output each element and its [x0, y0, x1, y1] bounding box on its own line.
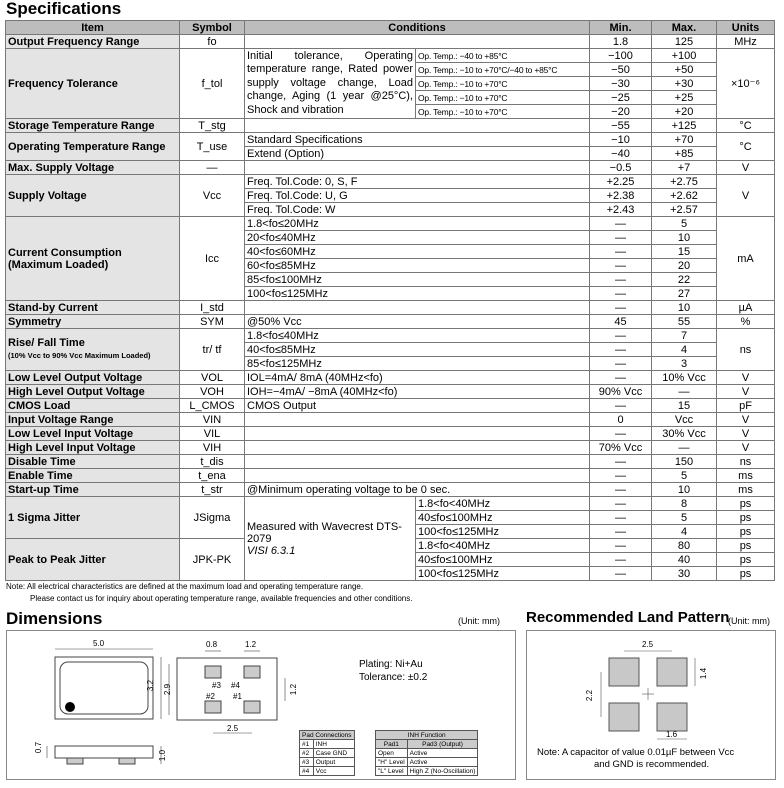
table-row	[6, 399, 775, 413]
row-cond	[245, 301, 590, 315]
row-min: 90% Vcc	[590, 385, 652, 399]
row-item: Enable Time	[6, 469, 180, 483]
row-min: 0	[590, 413, 652, 427]
row-subcond: 100<fo≤125MHz	[416, 525, 590, 539]
row-min: —	[590, 343, 652, 357]
row-units: V	[717, 427, 775, 441]
table-row	[6, 371, 775, 385]
row-cond: @50% Vcc	[245, 315, 590, 329]
row-subcond: 40≤fo≤100MHz	[416, 553, 590, 567]
row-max: +7	[652, 161, 717, 175]
row-max: 125	[652, 35, 717, 49]
pad-number: #3	[300, 758, 314, 767]
row-max: 30	[652, 567, 717, 581]
row-min: —	[590, 273, 652, 287]
pad-label-2: #2	[206, 692, 215, 701]
row-max: 55	[652, 315, 717, 329]
row-symbol: JPK-PK	[180, 539, 245, 581]
row-min: —	[590, 259, 652, 273]
row-symbol: f_tol	[180, 49, 245, 119]
row-min: —	[590, 497, 652, 511]
dim-label-2-5: 2.5	[227, 724, 239, 733]
pad-number: #4	[300, 767, 314, 776]
inh-function-table	[375, 730, 478, 776]
pad-4	[244, 666, 260, 678]
row-subcond: 100<fo≤125MHz	[416, 567, 590, 581]
row-symbol: L_CMOS	[180, 399, 245, 413]
row-cond: 85<fo≤100MHz	[245, 273, 590, 287]
pad-function: Case GND	[313, 749, 354, 758]
row-units: °C	[717, 119, 775, 133]
land-note-line-2: and GND is recommended.	[594, 759, 710, 770]
header-item: Item	[6, 21, 180, 35]
row-cond: Freq. Tol.Code: U, G	[245, 189, 590, 203]
row-max: 3	[652, 357, 717, 371]
row-symbol: VIN	[180, 413, 245, 427]
pin1-marker-dot	[65, 702, 75, 712]
row-max: 40	[652, 553, 717, 567]
dim-label-0-7: 0.7	[34, 741, 44, 754]
pad-connections-header: Pad Connections	[300, 731, 355, 740]
row-max: +25	[652, 91, 717, 105]
row-max: Vcc	[652, 413, 717, 427]
land-pad-bottom-left	[609, 703, 639, 731]
inh-col-pad3: Pad3 (Output)	[407, 740, 478, 749]
table-row	[6, 385, 775, 399]
row-min: —	[590, 511, 652, 525]
row-units: ms	[717, 469, 775, 483]
row-units: pF	[717, 399, 775, 413]
row-units: ps	[717, 525, 775, 539]
row-item-sub: (10% Vcc to 90% Vcc Maximum Loaded)	[8, 351, 151, 360]
row-units: V	[717, 441, 775, 455]
row-min: −100	[590, 49, 652, 63]
row-subcond: 40≤fo≤100MHz	[416, 511, 590, 525]
land-dim-label-1-4: 1.4	[699, 667, 709, 680]
table-row	[300, 767, 355, 776]
land-note-line-1: Note: A capacitor of value 0.01µF between Vcc	[537, 747, 735, 758]
row-symbol: Vcc	[180, 175, 245, 217]
row-max: +30	[652, 77, 717, 91]
row-min: —	[590, 245, 652, 259]
row-min: —	[590, 539, 652, 553]
dim-label-1-2b: 1.2	[289, 683, 299, 696]
table-row	[6, 315, 775, 329]
row-cond: CMOS Output	[245, 399, 590, 413]
row-cond	[245, 441, 590, 455]
row-item: Symmetry	[6, 315, 180, 329]
row-max: +125	[652, 119, 717, 133]
pad-2	[205, 701, 221, 713]
row-max: 5	[652, 511, 717, 525]
row-max: 5	[652, 469, 717, 483]
pad-label-1: #1	[233, 692, 242, 701]
row-cond	[245, 455, 590, 469]
row-item: CMOS Load	[6, 399, 180, 413]
row-min: 45	[590, 315, 652, 329]
dim-label-1-0: 1.0	[158, 749, 168, 762]
pad-function: INH	[313, 740, 354, 749]
pad-number: #2	[300, 749, 314, 758]
row-max: 10	[652, 231, 717, 245]
row-min: −30	[590, 77, 652, 91]
row-item-main: Rise/ Fall Time	[8, 337, 85, 349]
land-dim-label-2-5: 2.5	[642, 640, 654, 649]
land-pad-bottom-right	[657, 703, 687, 731]
row-min: −10	[590, 133, 652, 147]
row-cond	[245, 119, 590, 133]
row-units: MHz	[717, 35, 775, 49]
row-min: —	[590, 371, 652, 385]
dim-label-5-0: 5.0	[93, 639, 105, 648]
row-subcond: 1.8<fo<40MHz	[416, 497, 590, 511]
dim-label-1-2a: 1.2	[245, 640, 257, 649]
row-max: +85	[652, 147, 717, 161]
row-min: —	[590, 231, 652, 245]
row-item: Max. Supply Voltage	[6, 161, 180, 175]
dim-label-3-2: 3.2	[146, 679, 156, 692]
row-min: —	[590, 217, 652, 231]
header-max: Max.	[652, 21, 717, 35]
row-max: 10	[652, 301, 717, 315]
pad-3	[205, 666, 221, 678]
row-units: ns	[717, 455, 775, 469]
row-units: ps	[717, 511, 775, 525]
dim-label-0-8: 0.8	[206, 640, 218, 649]
row-min: −55	[590, 119, 652, 133]
row-units: mA	[717, 217, 775, 301]
table-row	[6, 301, 775, 315]
pad-connections-table	[299, 730, 355, 776]
land-pattern-title: Recommended Land Pattern	[526, 609, 730, 626]
row-symbol: JSigma	[180, 497, 245, 539]
table-row	[300, 758, 355, 767]
side-pad-left	[67, 758, 83, 764]
row-max: +20	[652, 105, 717, 119]
table-row	[6, 497, 775, 511]
row-min: +2.38	[590, 189, 652, 203]
row-units: ×10⁻⁶	[717, 49, 775, 119]
row-units: ps	[717, 539, 775, 553]
row-units: ms	[717, 483, 775, 497]
row-min: —	[590, 553, 652, 567]
land-pad-top-right	[657, 658, 687, 686]
land-pattern-box	[526, 630, 776, 780]
row-cond: Standard Specifications	[245, 133, 590, 147]
inh-function-header: INH Function	[376, 731, 478, 740]
row-item	[6, 329, 180, 371]
row-max: —	[652, 385, 717, 399]
row-units: V	[717, 161, 775, 175]
jitter-cond-b: VISI 6.3.1	[247, 544, 296, 557]
row-cond	[245, 35, 590, 49]
inh-cell: Active	[407, 758, 478, 767]
row-min: +2.25	[590, 175, 652, 189]
table-row	[6, 119, 775, 133]
inh-cell: "L" Level	[376, 767, 408, 776]
row-max: 22	[652, 273, 717, 287]
row-max: 27	[652, 287, 717, 301]
inh-cell: High Z (No-Oscillation)	[407, 767, 478, 776]
row-min: —	[590, 525, 652, 539]
row-units: ps	[717, 567, 775, 581]
row-item: Supply Voltage	[6, 175, 180, 217]
row-subcond: Op. Temp.: −10 to +70°C	[416, 91, 590, 105]
inh-cell: Open	[376, 749, 408, 758]
land-dim-label-2-2: 2.2	[585, 689, 595, 702]
specifications-table	[5, 20, 775, 581]
pad-function: Output	[313, 758, 354, 767]
row-min: —	[590, 427, 652, 441]
row-max: 30% Vcc	[652, 427, 717, 441]
row-cond: 1.8<fo≤40MHz	[245, 329, 590, 343]
row-units: ps	[717, 553, 775, 567]
row-item: Stand-by Current	[6, 301, 180, 315]
pad-label-4: #4	[231, 681, 240, 690]
row-symbol: t_str	[180, 483, 245, 497]
row-min: +2.43	[590, 203, 652, 217]
row-subcond: Op. Temp.: −10 to +70°C	[416, 77, 590, 91]
row-min: −0.5	[590, 161, 652, 175]
row-units: %	[717, 315, 775, 329]
row-min: —	[590, 399, 652, 413]
dim-label-2-9: 2.9	[163, 683, 173, 696]
row-subcond: Op. Temp.: −10 to +70°C	[416, 105, 590, 119]
row-max: 20	[652, 259, 717, 273]
row-min: −25	[590, 91, 652, 105]
row-cond: Freq. Tol.Code: W	[245, 203, 590, 217]
land-dim-label-1-6: 1.6	[666, 730, 678, 739]
row-max: 4	[652, 343, 717, 357]
row-item: Current Consumption (Maximum Loaded)	[6, 217, 180, 301]
table-row	[300, 740, 355, 749]
row-max: 10% Vcc	[652, 371, 717, 385]
row-min: —	[590, 329, 652, 343]
header-units: Units	[717, 21, 775, 35]
row-max: 4	[652, 525, 717, 539]
row-max: +2.62	[652, 189, 717, 203]
row-item: High Level Output Voltage	[6, 385, 180, 399]
row-cond: 85<fo≤125MHz	[245, 357, 590, 371]
row-symbol: T_use	[180, 133, 245, 161]
side-pad-right	[119, 758, 135, 764]
pad-function: Vcc	[313, 767, 354, 776]
table-row	[6, 483, 775, 497]
spec-title: Specifications	[6, 0, 122, 18]
land-pattern-unit: (Unit: mm)	[728, 616, 770, 626]
row-max: 5	[652, 217, 717, 231]
row-symbol: fo	[180, 35, 245, 49]
row-max: 80	[652, 539, 717, 553]
row-max: +2.57	[652, 203, 717, 217]
row-symbol: VOL	[180, 371, 245, 385]
row-item: Frequency Tolerance	[6, 49, 180, 119]
inh-cell: "H" Level	[376, 758, 408, 767]
row-max: 10	[652, 483, 717, 497]
table-row	[6, 413, 775, 427]
row-cond: 1.8<fo≤20MHz	[245, 217, 590, 231]
row-cond	[245, 497, 416, 581]
row-cond: 60<fo≤85MHz	[245, 259, 590, 273]
row-symbol: t_ena	[180, 469, 245, 483]
row-units: ns	[717, 329, 775, 371]
row-symbol: Icc	[180, 217, 245, 301]
row-item: Input Voltage Range	[6, 413, 180, 427]
pad-number: #1	[300, 740, 314, 749]
row-subcond: Op. Temp.: −10 to +70°C/−40 to +85°C	[416, 63, 590, 77]
row-min: 70% Vcc	[590, 441, 652, 455]
row-cond: 40<fo≤85MHz	[245, 343, 590, 357]
row-cond: @Minimum operating voltage to be 0 sec.	[245, 483, 590, 497]
package-bottom-body	[177, 658, 277, 720]
row-symbol: I_std	[180, 301, 245, 315]
row-max: 7	[652, 329, 717, 343]
plating-text: Plating: Ni+Au	[359, 659, 423, 670]
row-min: —	[590, 483, 652, 497]
row-units: V	[717, 175, 775, 217]
table-row	[6, 35, 775, 49]
package-side-body	[55, 746, 153, 758]
table-row	[376, 767, 478, 776]
row-cond: Freq. Tol.Code: 0, S, F	[245, 175, 590, 189]
row-units: V	[717, 413, 775, 427]
row-min: —	[590, 469, 652, 483]
table-row	[376, 758, 478, 767]
row-max: 15	[652, 399, 717, 413]
row-item: Low Level Input Voltage	[6, 427, 180, 441]
table-row	[6, 49, 775, 63]
row-max: +2.75	[652, 175, 717, 189]
row-max: +70	[652, 133, 717, 147]
row-units: ps	[717, 497, 775, 511]
row-units: V	[717, 371, 775, 385]
row-symbol: tr/ tf	[180, 329, 245, 371]
table-row	[6, 133, 775, 147]
row-units: °C	[717, 133, 775, 161]
row-max: +100	[652, 49, 717, 63]
note-line-1: Note: All electrical characteristics are defined at the maximum load and operating temperature range.	[6, 582, 364, 591]
row-cond: 40<fo≤60MHz	[245, 245, 590, 259]
row-min: —	[590, 455, 652, 469]
row-min: —	[590, 301, 652, 315]
row-min: −50	[590, 63, 652, 77]
row-min: −20	[590, 105, 652, 119]
row-item: 1 Sigma Jitter	[6, 497, 180, 539]
row-item: High Level Input Voltage	[6, 441, 180, 455]
row-item: Storage Temperature Range	[6, 119, 180, 133]
table-row	[6, 469, 775, 483]
jitter-cond-a: Measured with Wavecrest DTS-2079	[247, 520, 402, 545]
header-min: Min.	[590, 21, 652, 35]
row-min: −40	[590, 147, 652, 161]
table-row	[6, 427, 775, 441]
row-units: V	[717, 385, 775, 399]
row-cond: IOH=−4mA/ −8mA (40MHz<fo)	[245, 385, 590, 399]
table-row	[6, 161, 775, 175]
row-cond: 100<fo≤125MHz	[245, 287, 590, 301]
row-symbol: T_stg	[180, 119, 245, 133]
row-item: Operating Temperature Range	[6, 133, 180, 161]
row-cond: Extend (Option)	[245, 147, 590, 161]
row-cond: 20<fo≤40MHz	[245, 231, 590, 245]
table-row	[6, 441, 775, 455]
inh-col-pad1: Pad1	[376, 740, 408, 749]
row-max: —	[652, 441, 717, 455]
pad-1	[244, 701, 260, 713]
row-units: µA	[717, 301, 775, 315]
row-cond	[245, 161, 590, 175]
row-item: Disable Time	[6, 455, 180, 469]
row-symbol: —	[180, 161, 245, 175]
tolerance-text: Tolerance: ±0.2	[359, 672, 428, 683]
row-cond	[245, 413, 590, 427]
table-row	[300, 749, 355, 758]
header-symbol: Symbol	[180, 21, 245, 35]
row-subcond: Op. Temp.: −40 to +85°C	[416, 49, 590, 63]
row-subcond: 1.8<fo<40MHz	[416, 539, 590, 553]
table-row	[6, 175, 775, 189]
row-cond	[245, 469, 590, 483]
row-min: —	[590, 287, 652, 301]
row-cond: Initial tolerance, Operating temperature range, Rated power supply voltage change, Load change, Aging (1 year @25°C), Shock and vibration	[245, 49, 416, 119]
note-line-2: Please contact us for inquiry about operating temperature range, available frequencies and other conditions.	[30, 594, 413, 603]
pad-label-3: #3	[212, 681, 221, 690]
row-max: 150	[652, 455, 717, 469]
row-symbol: VIH	[180, 441, 245, 455]
row-min: 1.8	[590, 35, 652, 49]
row-cond	[245, 427, 590, 441]
row-symbol: VIL	[180, 427, 245, 441]
land-pad-top-left	[609, 658, 639, 686]
row-item: Low Level Output Voltage	[6, 371, 180, 385]
row-min: —	[590, 357, 652, 371]
table-row	[376, 740, 478, 749]
row-item: Peak to Peak Jitter	[6, 539, 180, 581]
table-row	[6, 455, 775, 469]
table-row	[376, 749, 478, 758]
row-max: 15	[652, 245, 717, 259]
dimensions-title: Dimensions	[6, 609, 103, 628]
row-item: Output Frequency Range	[6, 35, 180, 49]
row-max: +50	[652, 63, 717, 77]
inh-cell: Active	[407, 749, 478, 758]
row-min: —	[590, 567, 652, 581]
row-cond: IOL=4mA/ 8mA (40MHz<fo)	[245, 371, 590, 385]
dimensions-drawing-box	[6, 630, 516, 780]
header-conditions: Conditions	[245, 21, 590, 35]
table-row	[6, 217, 775, 231]
row-item: Start-up Time	[6, 483, 180, 497]
row-symbol: SYM	[180, 315, 245, 329]
dimensions-unit: (Unit: mm)	[458, 616, 500, 626]
table-header-row	[6, 21, 775, 35]
row-max: 8	[652, 497, 717, 511]
row-symbol: t_dis	[180, 455, 245, 469]
table-row	[6, 329, 775, 343]
row-symbol: VOH	[180, 385, 245, 399]
